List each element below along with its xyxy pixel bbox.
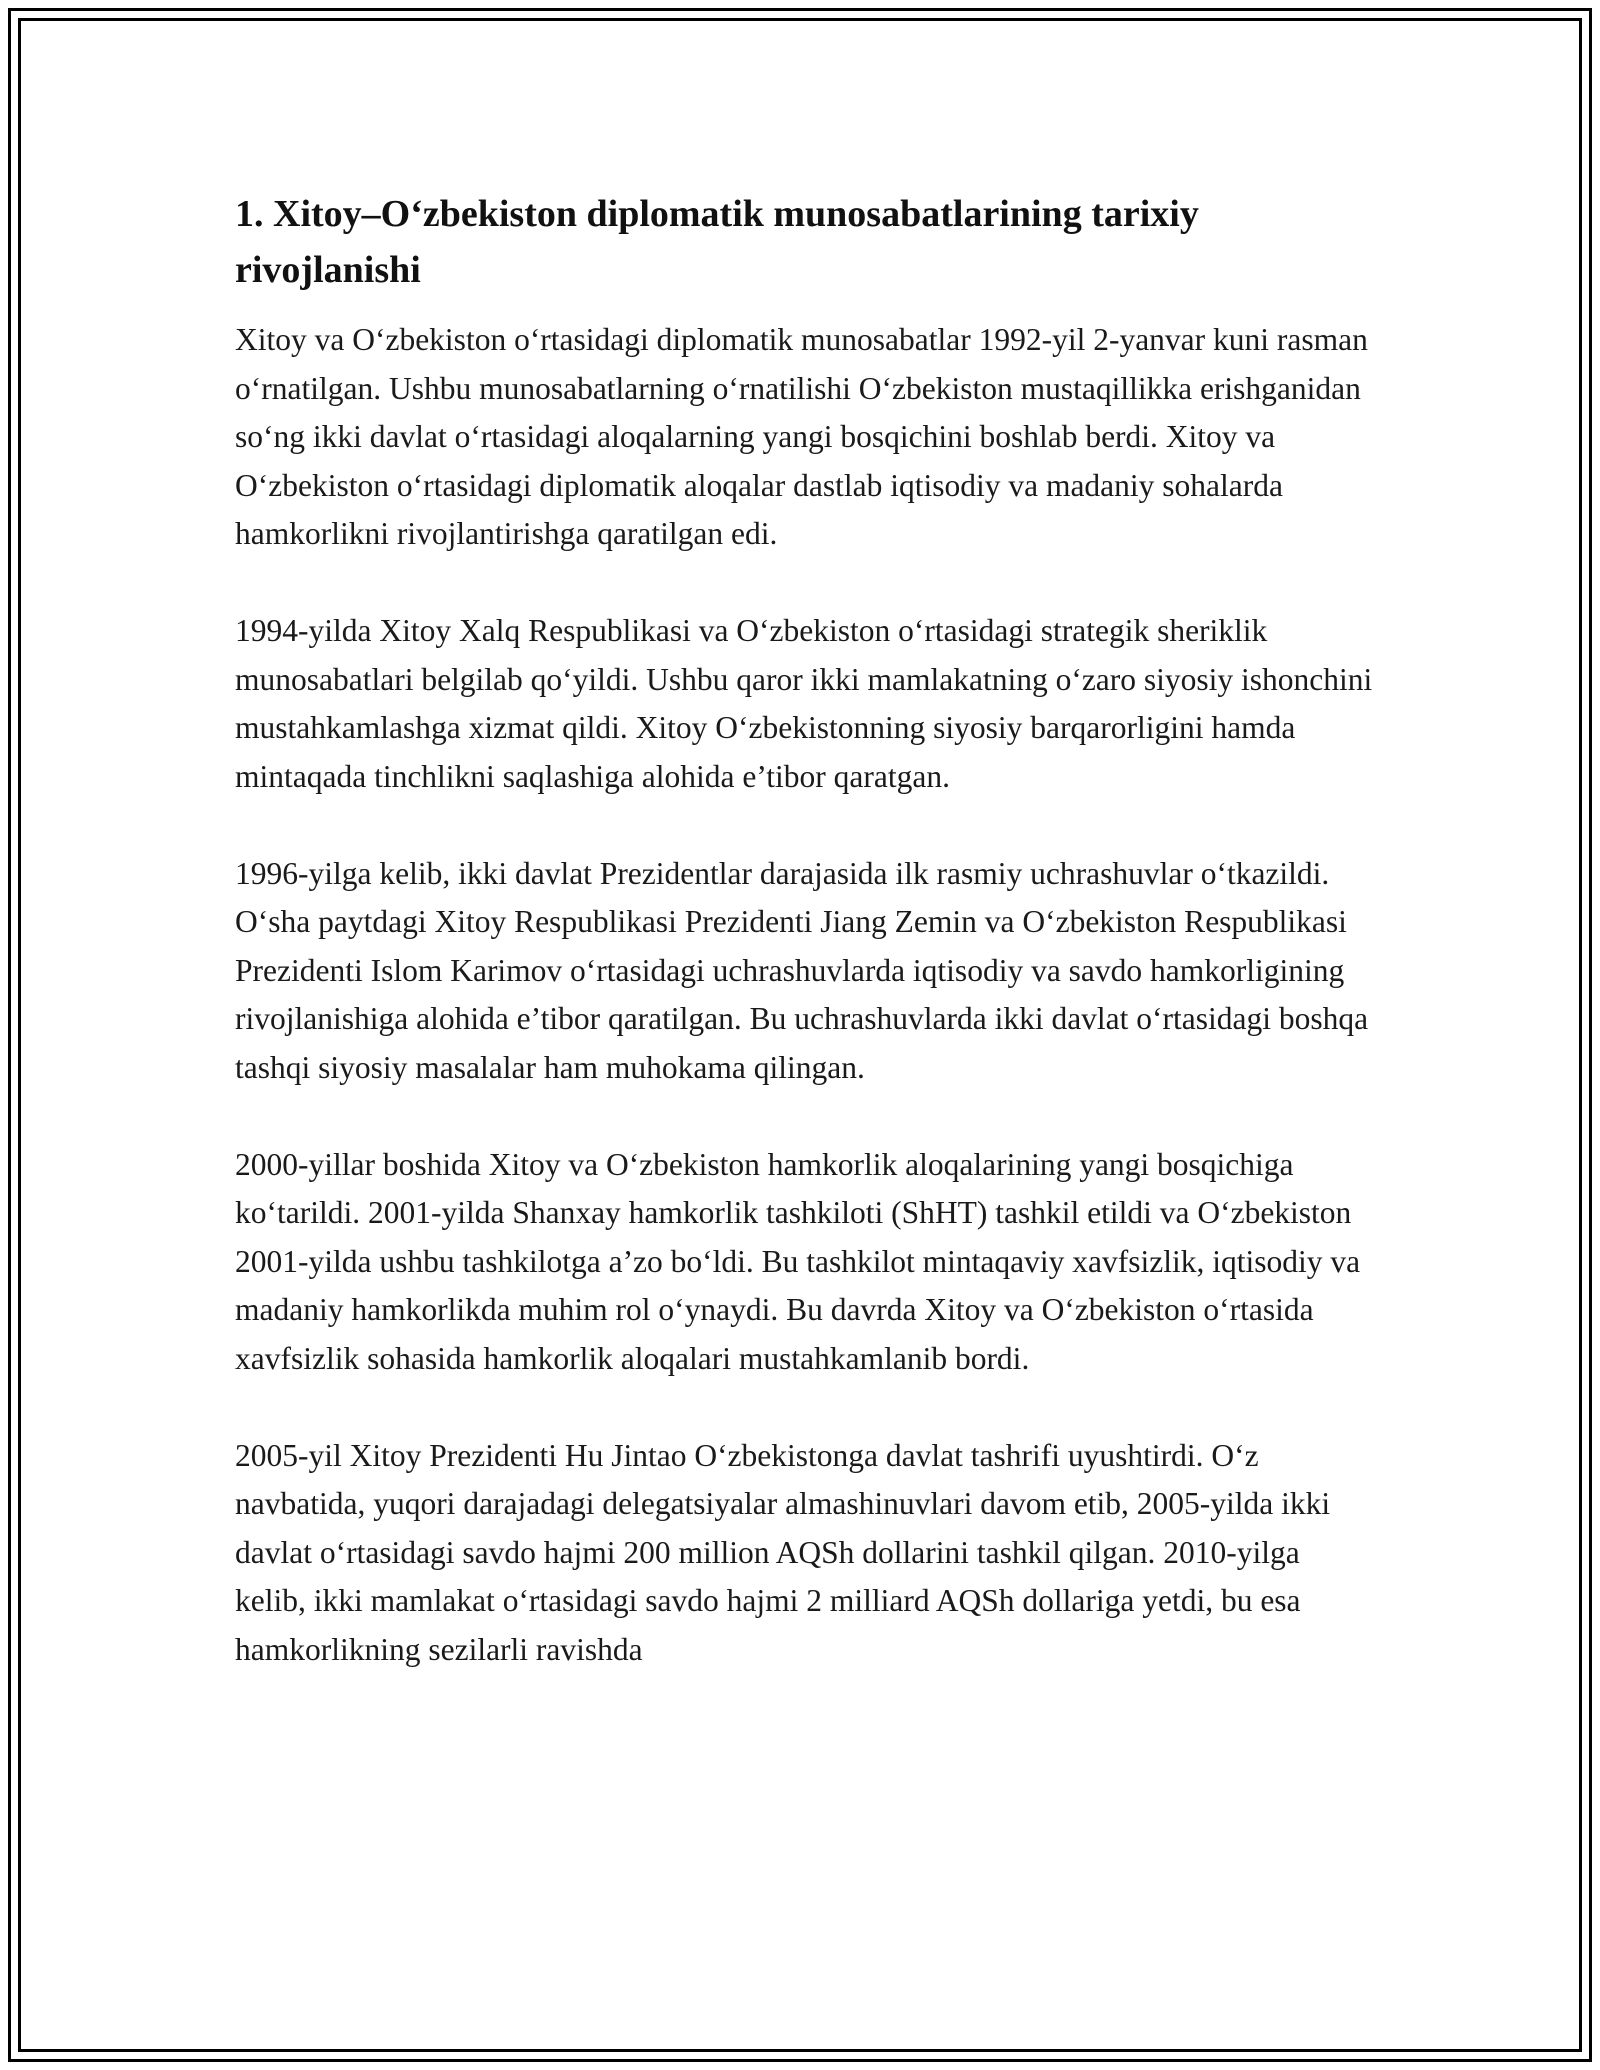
paragraph-3: 1996-yilga kelib, ikki davlat Prezidentlar darajasida ilk rasmiy uchrashuvlar o‘tkazildi. O‘sha paytdagi Xitoy Respublikasi Prezidenti Jiang Zemin va O‘zbekiston Respublikasi Prezidenti Islom Karimov o‘rtasidagi uchrashuvlarda iqtisodiy va savdo hamkorligining rivojlanishiga alohida e’tibor qaratilgan. Bu uchrashuvlarda ikki davlat o‘rtasidagi boshqa tashqi siyosiy masalalar ham muhokama qilingan. [235,855,1369,1085]
paragraph-5: 2005-yil Xitoy Prezidenti Hu Jintao O‘zbekistonga davlat tashrifi uyushtirdi. O‘z navbatida, yuqori darajadagi delegatsiyalar almashinuvlari davom etib, 2005-yilda ikki davlat o‘rtasidagi savdo hajmi 200 million AQSh dollarini tashkil qilgan. 2010-yilga kelib, ikki mamlakat o‘rtasidagi savdo hajmi 2 milliard AQSh dollariga yetdi, bu esa hamkorlikning sezilarli ravishda [235,1437,1331,1667]
section-heading: 1. Xitoy–O‘zbekiston diplomatik munosabatlarining tarixiy rivojlanishi [235,193,1199,291]
paragraph-4: 2000-yillar boshida Xitoy va O‘zbekiston hamkorlik aloqalarining yangi bosqichiga ko‘tarildi. 2001-yilda Shanxay hamkorlik tashkiloti (ShHT) tashkil etildi va O‘zbekiston 2001-yilda ushbu tashkilotga a’zo bo‘ldi. Bu tashkilot mintaqaviy xavfsizlik, iqtisodiy va madaniy hamkorlikda muhim rol o‘ynaydi. Bu davrda Xitoy va O‘zbekiston o‘rtasida xavfsizlik sohasida hamkorlik aloqalari mustahkamlanib bordi. [235,1146,1361,1376]
paragraph-2: 1994-yilda Xitoy Xalq Respublikasi va O‘zbekiston o‘rtasidagi strategik sheriklik munosabatlari belgilab qo‘yildi. Ushbu qaror ikki mamlakatning o‘zaro siyosiy ishonchini mustahkamlashga xizmat qildi. Xitoy O‘zbekistonning siyosiy barqarorligini hamda mintaqada tinchlikni saqlashiga alohida e’tibor qaratgan. [235,613,1373,794]
document-body [235,186,1375,1723]
paragraph-1: Xitoy va O‘zbekiston o‘rtasidagi diplomatik munosabatlar 1992-yil 2-yanvar kuni rasman o‘rnatilgan. Ushbu munosabatlarning o‘rnatilishi O‘zbekiston mustaqillikka erishganidan so‘ng ikki davlat o‘rtasidagi aloqalarning yangi bosqichini boshlab berdi. Xitoy va O‘zbekiston o‘rtasidagi diplomatik aloqalar dastlab iqtisodiy va madaniy sohalarda hamkorlikni rivojlantirishga qaratilgan edi. [235,322,1368,551]
